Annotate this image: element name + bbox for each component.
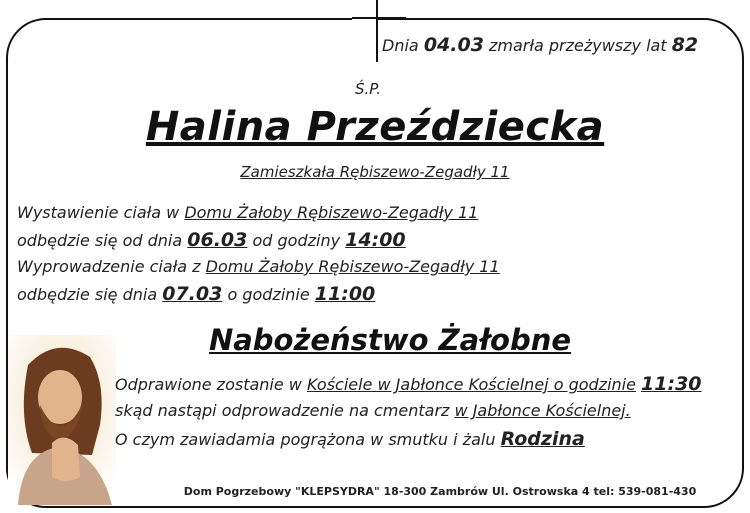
family-signature: Rodzina <box>500 428 585 450</box>
death-date: 04.03 <box>423 34 484 56</box>
sp-label: Ś.P. <box>355 80 382 98</box>
viewing-line-1: Wystawienie ciała w Domu Żałoby Rębiszewo-Zegadły 11 <box>17 203 479 222</box>
viewing-line-2: odbędzie się od dnia 06.03 od godziny 14:00 <box>17 229 406 251</box>
deceased-name: Halina Przeździecka <box>145 104 605 150</box>
deceased-address: Zamieszkała Rębiszewo-Zegadły 11 <box>240 163 510 181</box>
viewing-date: 06.03 <box>187 229 248 251</box>
age: 82 <box>671 34 699 56</box>
funeral-home-footer: Dom Pogrzebowy "KLEPSYDRA" 18-300 Zambrów Ul. Ostrowska 4 tel: 539-081-430 <box>183 485 697 498</box>
service-line-2: skąd nastąpi odprowadzenie na cmentarz w Jabłonce Kościelnej. <box>115 401 631 420</box>
procession-date: 07.03 <box>162 283 223 305</box>
cross-vertical <box>376 0 378 62</box>
service-time: 11:30 <box>641 373 702 395</box>
service-line-3: O czym zawiadamia pogrążona w smutku i żalu Rodzina <box>115 428 585 450</box>
viewing-time: 14:00 <box>345 229 406 251</box>
service-heading: Nabożeństwo Żałobne <box>208 323 572 357</box>
procession-time: 11:00 <box>314 283 376 305</box>
viewing-line-4: odbędzie się dnia 07.03 o godzinie 11:00 <box>17 283 376 305</box>
praying-figure-image <box>8 335 116 505</box>
cross-horizontal <box>352 17 406 19</box>
viewing-line-3: Wyprowadzenie ciała z Domu Żałoby Rębiszewo-Zegadły 11 <box>17 257 500 276</box>
service-line-1: Odprawione zostanie w Kościele w Jabłonce Kościelnej o godzinie 11:30 <box>115 373 702 395</box>
death-date-line: Dnia 04.03 zmarła przeżywszy lat 82 <box>382 34 699 56</box>
